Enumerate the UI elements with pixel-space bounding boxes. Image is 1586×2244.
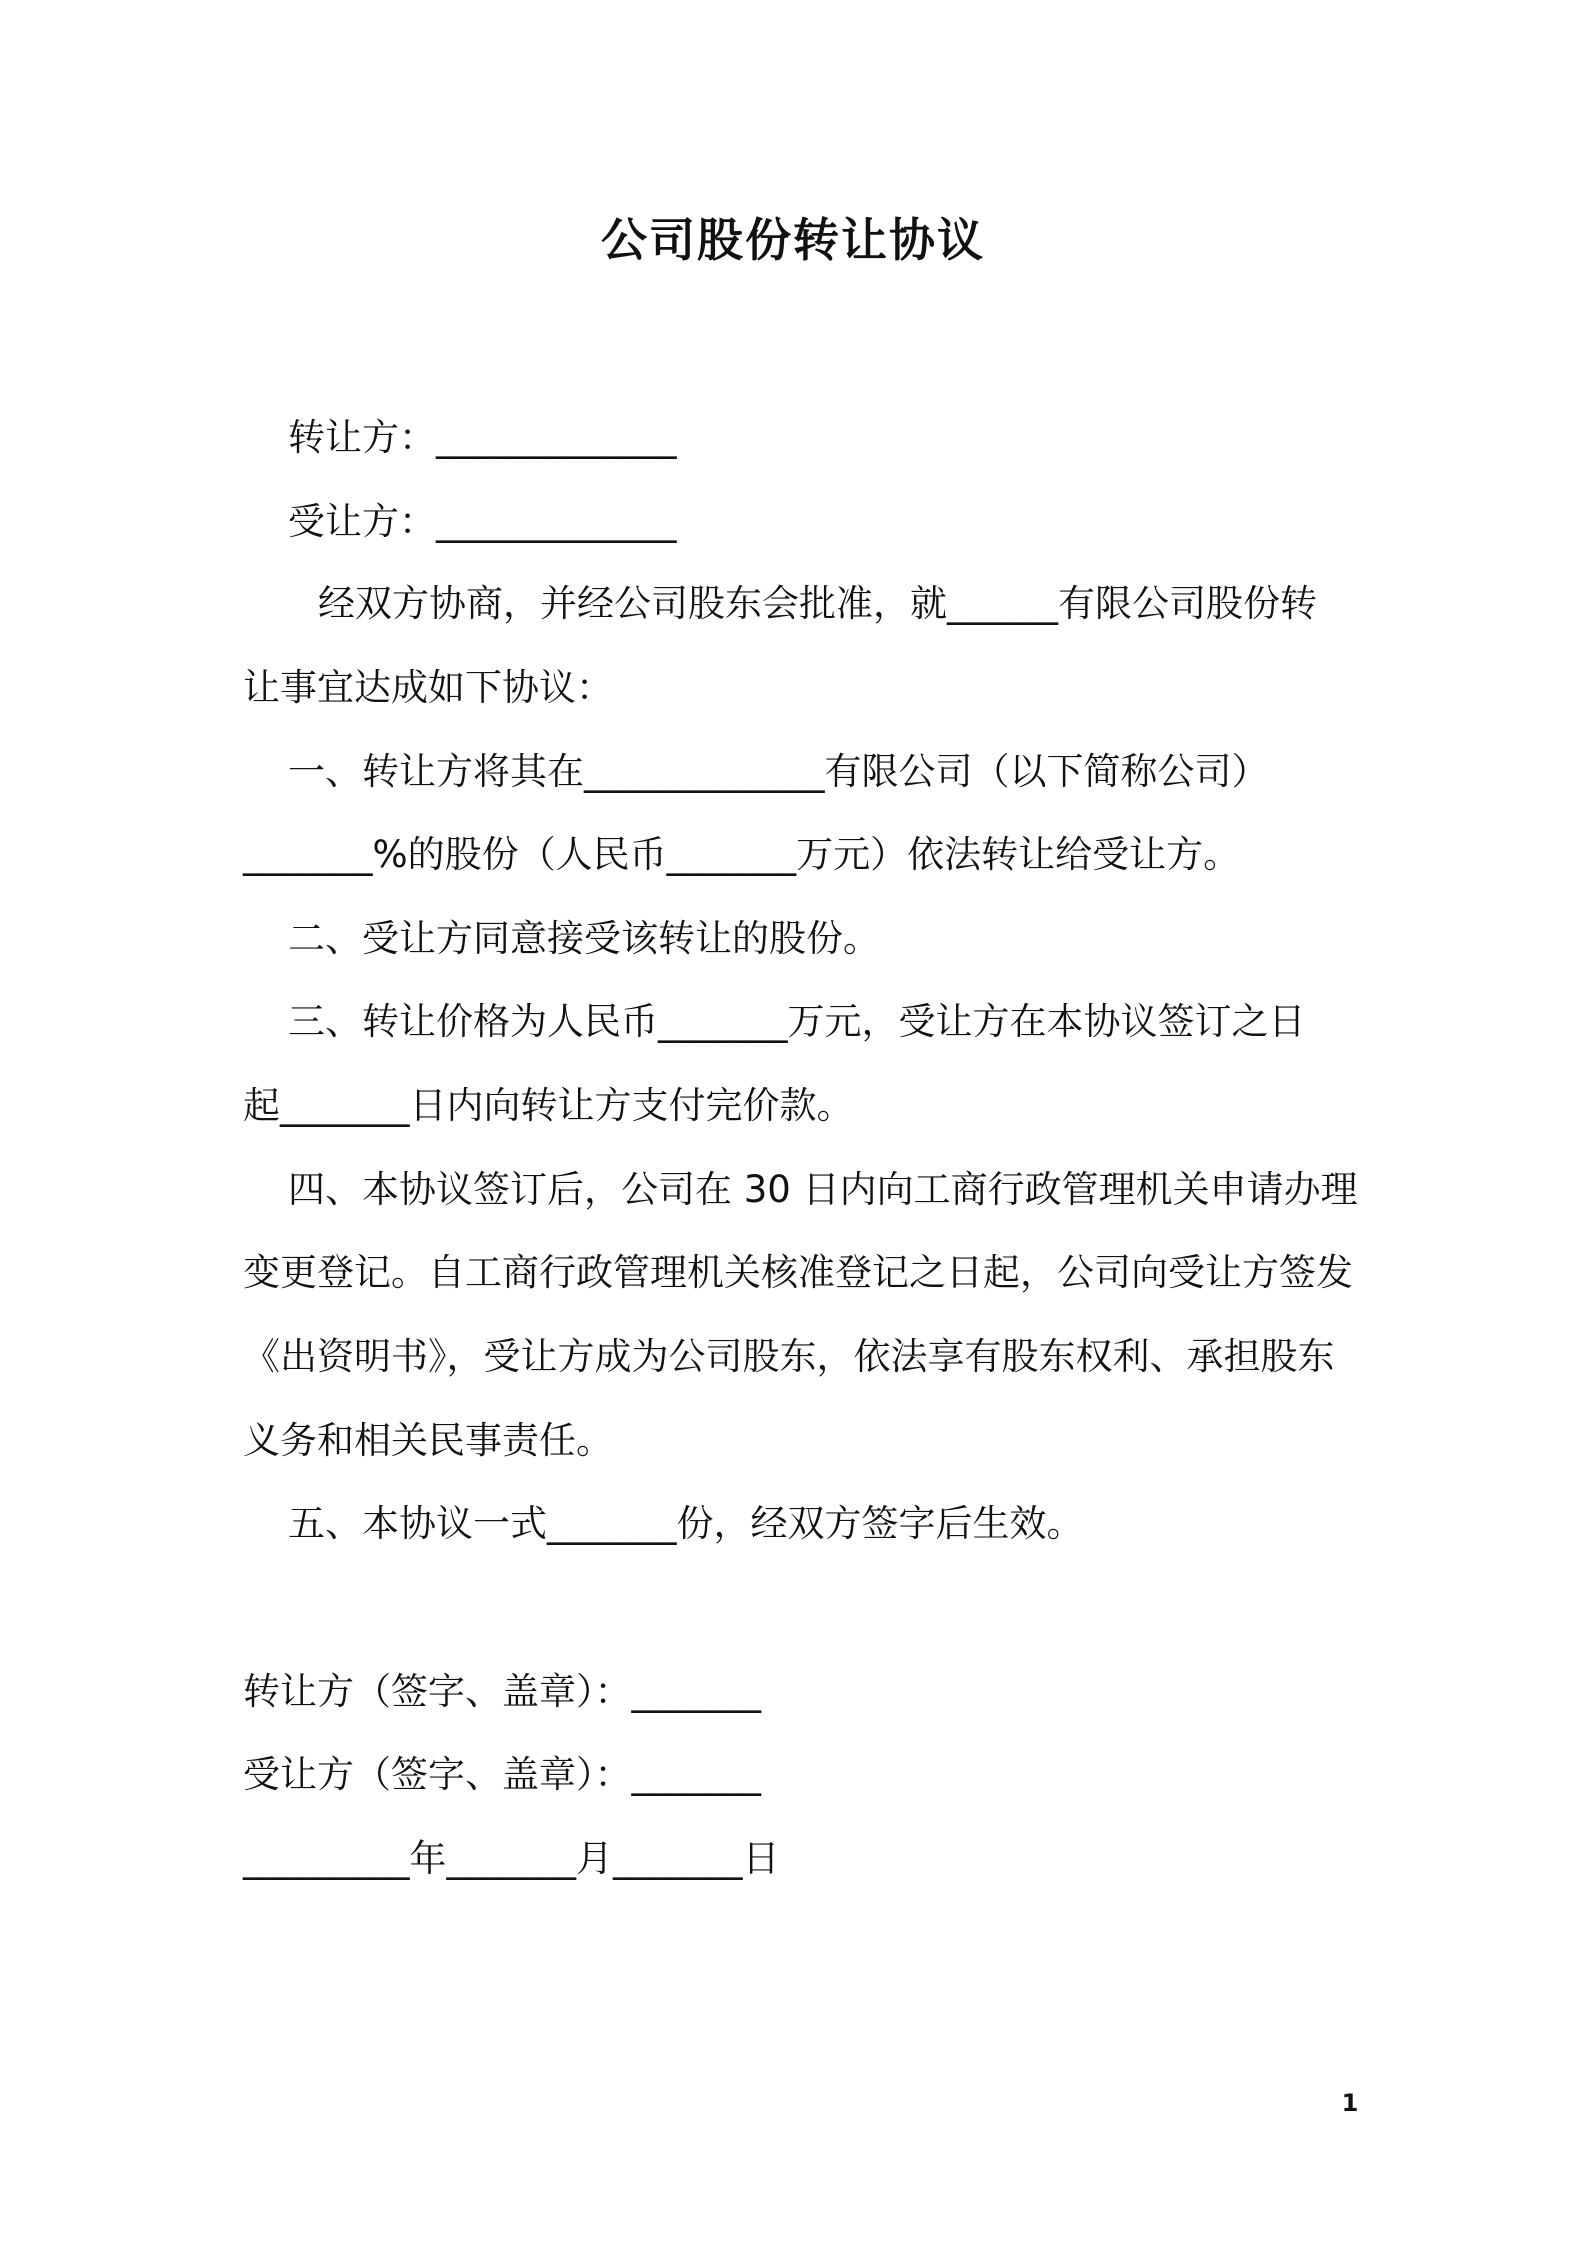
clause-3-line-1: 三、转让价格为人民币_______万元，受让方在本协议签订之日 xyxy=(288,1000,1306,1043)
transferor-line: 转让方：_____________ xyxy=(288,416,677,459)
preamble-line-2: 让事宜达成如下协议： xyxy=(243,666,613,709)
clause-2-line: 二、受让方同意接受该转让的股份。 xyxy=(288,917,880,960)
clause-3-line-2: 起_______日内向转让方支付完价款。 xyxy=(243,1084,854,1127)
preamble-line-1: 经双方协商，并经公司股东会批准，就______有限公司股份转 xyxy=(318,582,1317,625)
clause-4-line-2: 变更登记。自工商行政管理机关核准登记之日起，公司向受让方签发 xyxy=(243,1251,1353,1294)
clause-4-line-3: 《出资明书》，受让方成为公司股东，依法享有股东权利、承担股东 xyxy=(243,1335,1335,1378)
date-line: _________年_______月_______日 xyxy=(243,1837,780,1880)
clause-4-line-4: 义务和相关民事责任。 xyxy=(243,1419,613,1462)
transferee-line: 受让方：_____________ xyxy=(288,500,677,543)
clause-1-line-1: 一、转让方将其在_____________有限公司（以下简称公司） xyxy=(288,750,1269,793)
clause-1-line-2: _______%的股份（人民币_______万元）依法转让给受让方。 xyxy=(243,833,1241,876)
page-number: 1 xyxy=(1341,2089,1359,2117)
transferee-signature-line: 受让方（签字、盖章）：_______ xyxy=(243,1753,761,1796)
clause-4-line-1: 四、本协议签订后，公司在 30 日内向工商行政管理机关申请办理 xyxy=(288,1168,1358,1211)
transferor-signature-line: 转让方（签字、盖章）：_______ xyxy=(243,1670,761,1713)
clause-5-line: 五、本协议一式_______份，经双方签字后生效。 xyxy=(288,1502,1084,1545)
document-title: 公司股份转让协议 xyxy=(601,213,985,267)
